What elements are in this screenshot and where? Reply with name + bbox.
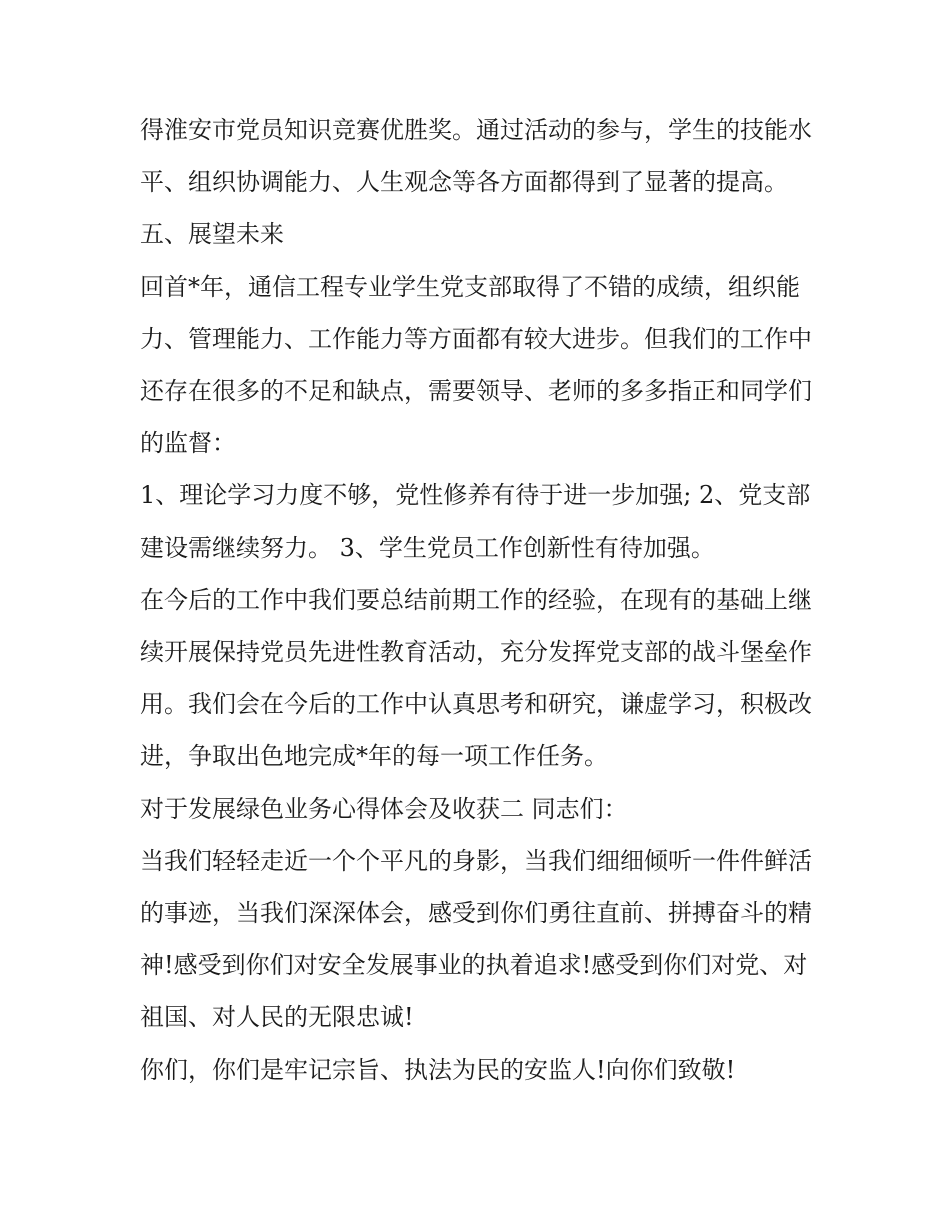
paragraph-year-review: 回首*年，通信工程专业学生党支部取得了不错的成绩，组织能力、管理能力、工作能力等方面都有较大进步。但我们的工作中还存在很多的不足和缺点，需要领导、老师的多多指正和同学们的监督： — [140, 272, 812, 458]
paragraph-future-work: 在今后的工作中我们要总结前期工作的经验，在现有的基础上继续开展保持党员先进性教育活动，充分发挥党支部的战斗堡垒作用。我们会在今后的工作中认真思考和研究，谦虚学习，积极改进，争取出色地完成*年的每一项工作任务。 — [140, 585, 812, 771]
paragraph-speech-tribute: 当我们轻轻走近一个个平凡的身影，当我们细细倾听一件件鲜活的事迹，当我们深深体会，感受到你们勇往直前、拼搏奋斗的精神!感受到你们对安全发展事业的执着追求!感受到你们对党、对祖国、对人民的无限忠诚! — [140, 846, 812, 1032]
paragraph-award-results: 得淮安市党员知识竞赛优胜奖。通过活动的参与，学生的技能水平、组织协调能力、人生观念等各方面都得到了显著的提高。 — [140, 116, 812, 197]
paragraph-shortcomings-list: 1、理论学习力度不够，党性修养有待于进一步加强; 2、党支部建设需继续努力。 3、学生党员工作创新性有待加强。 — [140, 481, 811, 562]
document-body — [140, 104, 820, 1096]
paragraph-salute: 你们，你们是牢记宗旨、执法为民的安监人!向你们致敬! — [140, 1055, 736, 1084]
paragraph-second-speech-title: 对于发展绿色业务心得体会及收获二 同志们： — [140, 794, 628, 823]
section-heading-future-outlook: 五、展望未来 — [140, 220, 284, 249]
